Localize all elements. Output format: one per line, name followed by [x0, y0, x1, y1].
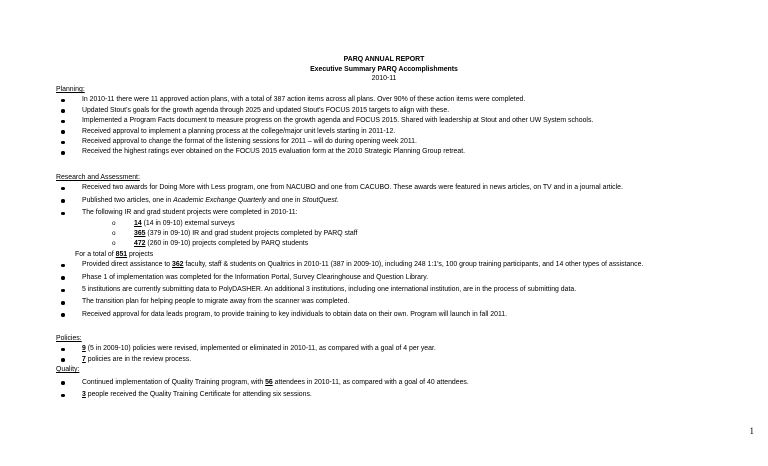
- report-year: 2010-11: [371, 75, 397, 83]
- list-item: The following IR and grad student projects were completed in 2010-11: o 14 (14 in 09-10) external surveys o 365 (379 in 09-10) IR and grad student projects completed by PARQ staff o 472 (260 in 09-10) projects completed by PARQ students For a total of 851 projects: [56, 208, 756, 260]
- circle-bullet-icon: o: [112, 219, 116, 227]
- sub-list-item: o 14 (14 in 09-10) external surveys: [108, 219, 756, 229]
- sub-list-item: o 472 (260 in 09-10) projects completed by PARQ students: [108, 239, 756, 249]
- circle-bullet-icon: o: [112, 240, 116, 248]
- magazine-name: StoutQuest: [302, 196, 337, 204]
- list-item: The transition plan for helping people to migrate away from the scanner was completed.: [56, 297, 756, 307]
- sub-list-item: o 365 (379 in 09-10) IR and grad student projects completed by PARQ staff: [108, 229, 756, 239]
- bullet-icon: [61, 199, 65, 203]
- list-item: Published two articles, one in Academic Exchange Quarterly and one in StoutQuest.: [56, 196, 756, 206]
- bullet-icon: [61, 301, 65, 305]
- policies-list: [56, 344, 756, 365]
- list-item: Phase 1 of implementation was completed for the Information Portal, Survey Clearinghouse and Question Library.: [56, 273, 756, 283]
- bullet-icon: [61, 109, 65, 113]
- bullet-icon: [61, 394, 65, 398]
- list-item: Received the highest ratings ever obtained on the FOCUS 2015 evaluation form at the 2010 Strategic Planning Group retreat.: [56, 147, 756, 157]
- policies-heading: Policies:: [56, 335, 82, 342]
- bullet-icon: [61, 141, 65, 145]
- bullet-icon: [61, 120, 65, 124]
- bullet-icon: [61, 187, 65, 191]
- list-item: Received approval to change the format of the listening sessions for 2011 – will do during opening week 2011.: [56, 137, 756, 147]
- report-subtitle: Executive Summary PARQ Accomplishments: [310, 65, 458, 73]
- bullet-icon: [61, 212, 65, 216]
- planning-section: [56, 85, 756, 158]
- quality-list: [56, 378, 756, 401]
- list-item: Updated Stout’s goals for the growth agenda through 2025 and updated Stout’s FOCUS 2015 targets to align with these.: [56, 106, 756, 116]
- list-item: Received approval to implement a planning process at the college/major unit levels starting in 2011-12.: [56, 127, 756, 137]
- bullet-icon: [61, 151, 65, 155]
- research-heading: Research and Assessment:: [56, 174, 140, 181]
- list-item: Received two awards for Doing More with Less program, one from NACUBO and one from CACUBO. These awards were featured in news articles, on TV and in a journal article.: [56, 183, 756, 193]
- report-header: [0, 55, 768, 84]
- report-title: PARQ ANNUAL REPORT: [343, 56, 425, 63]
- list-item: 5 institutions are currently submitting data to PolyDASHER. An additional 3 institutions, including one international institution, are in the process of submitting data.: [56, 285, 756, 295]
- bullet-icon: [61, 130, 65, 134]
- list-item: 3 people received the Quality Training Certificate for attending six sessions.: [56, 390, 756, 400]
- projects-total: For a total of 851 projects: [75, 250, 154, 258]
- bullet-icon: [61, 358, 65, 362]
- research-section: [56, 173, 756, 320]
- bullet-icon: [61, 264, 65, 268]
- list-item: Provided direct assistance to 362 faculty, staff & students on Qualtrics in 2010-11 (387 in 2009-10), including 248 1:1's, 100 group training participants, and 14 other types of assistance.: [56, 260, 756, 270]
- list-item: Implemented a Program Facts document to measure progress on the growth agenda and FOCUS 2015. Shared with leadership at Stout and other UW System schools.: [56, 116, 756, 126]
- quality-heading: Quality:: [56, 366, 80, 374]
- planning-list: [56, 95, 756, 157]
- bullet-icon: [61, 276, 65, 280]
- bullet-icon: [61, 289, 65, 293]
- projects-sublist: [108, 219, 756, 250]
- research-list: [56, 183, 756, 320]
- list-item: Received approval for data leads program, to provide training to key individuals to obtain data on their own. Program will launch in fall 2011.: [56, 310, 756, 320]
- journal-name: Academic Exchange Quarterly: [173, 196, 267, 204]
- list-item: 7 policies are in the review process.: [56, 355, 756, 365]
- policies-section: [56, 334, 756, 400]
- circle-bullet-icon: o: [112, 230, 116, 238]
- bullet-icon: [61, 348, 65, 352]
- bullet-icon: [61, 99, 65, 103]
- page-number: 1: [749, 426, 754, 436]
- list-item: 9 (5 in 2009-10) policies were revised, implemented or eliminated in 2010-11, as compared with a goal of 4 per year.: [56, 344, 756, 354]
- planning-heading: Planning:: [56, 86, 85, 93]
- bullet-icon: [61, 313, 65, 317]
- list-item: Continued implementation of Quality Training program, with 56 attendees in 2010-11, as compared with a goal of 40 attendees.: [56, 378, 756, 388]
- list-item: In 2010-11 there were 11 approved action plans, with a total of 387 action items across all plans. Over 90% of these action items were completed.: [56, 95, 756, 105]
- bullet-icon: [61, 381, 65, 385]
